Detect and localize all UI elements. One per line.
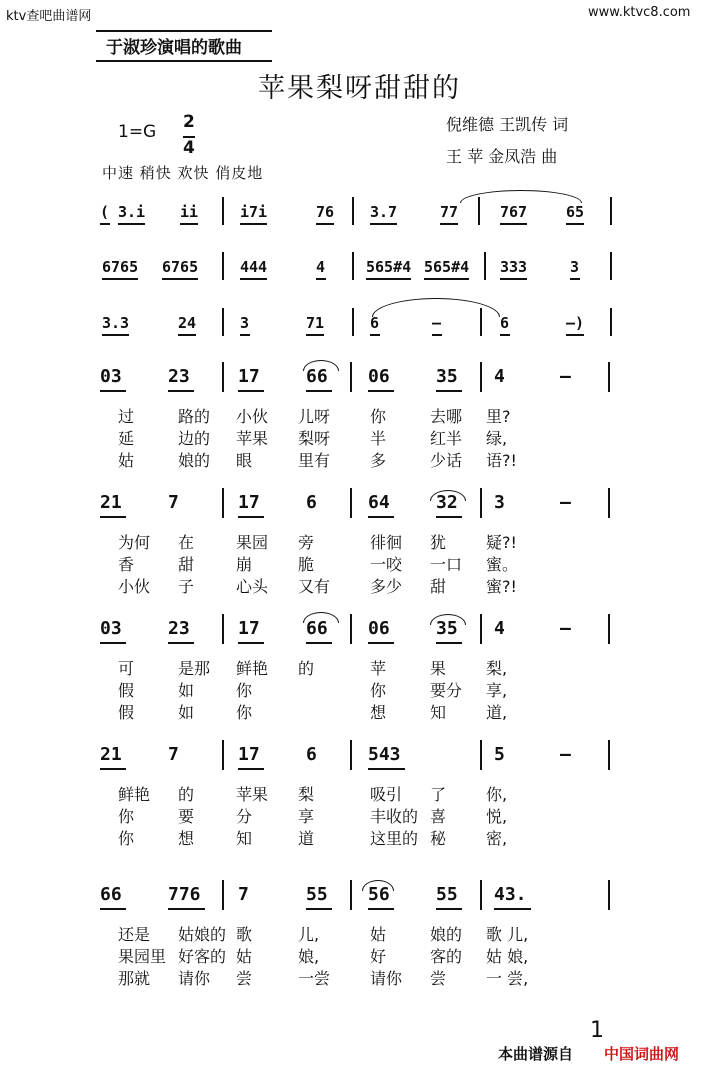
lyric-syllable: 语?! (486, 451, 517, 470)
intro-note-group: 767 (500, 203, 528, 221)
melody-note-group: 17 (238, 618, 260, 639)
bar-line (608, 614, 610, 644)
underline-beam (100, 390, 126, 392)
intro-note-group: 333 (500, 258, 528, 276)
lyric-syllable: 喜 (430, 807, 447, 826)
intro-note-group: 6765 (162, 258, 199, 276)
lyric-syllable: 歌 (236, 925, 253, 944)
intro-note-group: ii (180, 203, 199, 221)
melody-note-group: 06 (368, 366, 390, 387)
bar-line (222, 488, 224, 518)
underline-beam (240, 223, 267, 225)
tempo-marking: 中速 稍快 欢快 俏皮地 (102, 164, 264, 182)
slur (460, 190, 582, 203)
lyric-syllable: 小伙 (118, 577, 151, 596)
melody-note-group: 7 (168, 492, 179, 513)
melody-note-group: 55 (306, 884, 328, 905)
underline-beam (316, 278, 326, 280)
watermark-right: www.ktvc8.com (588, 5, 691, 20)
intro-note-group: 6 (370, 314, 380, 332)
lyric-syllable: 假 (118, 681, 135, 700)
intro-note-group: 565#4 (424, 258, 470, 276)
footer-source: 本曲谱源自 (498, 1045, 574, 1063)
melody-note-group: 06 (368, 618, 390, 639)
bar-line (484, 252, 486, 280)
lyric-syllable: 吸引 (370, 785, 403, 804)
melody-note-group: 17 (238, 744, 260, 765)
underline-beam (178, 334, 196, 336)
melody-note-group: 7 (168, 744, 179, 765)
melody-note-group: — (560, 366, 571, 387)
lyric-syllable: 了 (430, 785, 447, 804)
lyric-syllable: 梨, (486, 659, 508, 678)
melody-note-group: 23 (168, 618, 190, 639)
bar-line (350, 614, 352, 644)
underline-beam (316, 223, 334, 225)
lyric-syllable: 甜 (430, 577, 447, 596)
intro-note-group: 24 (178, 314, 197, 332)
intro-note-group: ( (100, 203, 110, 221)
lyric-syllable: 姑 (236, 947, 253, 966)
lyric-syllable: 旁 (298, 533, 315, 552)
melody-note-group: — (560, 618, 571, 639)
bar-line (222, 362, 224, 392)
lyric-syllable: 歌 儿, (486, 925, 529, 944)
lyric-syllable: 悦, (486, 807, 508, 826)
bar-line (350, 880, 352, 910)
melody-note-group: 543 (368, 744, 401, 765)
intro-note-group: —) (566, 314, 585, 332)
lyric-syllable: 请你 (178, 969, 211, 988)
bar-line (608, 362, 610, 392)
bar-line (480, 614, 482, 644)
lyric-syllable: 路的 (178, 407, 211, 426)
melody-note-group: 03 (100, 366, 122, 387)
lyric-syllable: 道, (486, 703, 508, 722)
lyric-syllable: 甜 (178, 555, 195, 574)
underline-beam (368, 768, 405, 770)
melody-note-group: 21 (100, 744, 122, 765)
underline-beam (102, 334, 129, 336)
lyric-syllable: 姑 (370, 925, 387, 944)
lyric-syllable: 假 (118, 703, 135, 722)
intro-note-group: 77 (440, 203, 459, 221)
bar-line (480, 880, 482, 910)
underline-beam (240, 278, 267, 280)
lyric-syllable: 鲜艳 (236, 659, 269, 678)
lyric-syllable: 一咬 (370, 555, 403, 574)
underline-beam (180, 223, 198, 225)
lyric-syllable: 儿, (298, 925, 320, 944)
lyric-syllable: 知 (430, 703, 447, 722)
bar-line (222, 740, 224, 770)
lyric-syllable: 可 (118, 659, 135, 678)
intro-note-group: 444 (240, 258, 268, 276)
underline-beam (494, 908, 531, 910)
footer-site-link[interactable]: 中国词曲网 (604, 1045, 680, 1063)
lyric-syllable: 享, (486, 681, 508, 700)
lyric-syllable: 里有 (298, 451, 331, 470)
intro-note-group: 3.3 (102, 314, 130, 332)
melody-note-group: 3 (494, 492, 505, 513)
underline-beam (570, 278, 580, 280)
lyric-syllable: 享 (298, 807, 315, 826)
lyric-syllable: 丰收的 (370, 807, 419, 826)
lyric-syllable: 崩 (236, 555, 253, 574)
lyric-syllable: 梨呀 (298, 429, 331, 448)
underline-beam (366, 278, 411, 280)
lyric-syllable: 一尝 (298, 969, 331, 988)
bar-line (222, 197, 224, 225)
melody-note-group: 6 (306, 492, 317, 513)
song-title: 苹果梨呀甜甜的 (258, 73, 461, 104)
lyric-syllable: 又有 (298, 577, 331, 596)
melody-note-group: 66 (306, 366, 328, 387)
intro-note-group: 65 (566, 203, 585, 221)
lyric-syllable: 娘, (298, 947, 320, 966)
lyric-syllable: 你 (118, 829, 135, 848)
lyric-syllable: 是那 (178, 659, 211, 678)
lyric-syllable: 想 (178, 829, 195, 848)
melody-note-group: 66 (100, 884, 122, 905)
underline-beam (168, 642, 194, 644)
lyric-syllable: 姑娘的 (178, 925, 227, 944)
underline-beam (100, 768, 126, 770)
underline-beam (368, 908, 394, 910)
lyric-syllable: 的 (298, 659, 315, 678)
melody-note-group: 17 (238, 492, 260, 513)
underline-beam (100, 516, 126, 518)
singer-banner: 于淑珍演唱的歌曲 (106, 38, 242, 58)
underline-beam (118, 223, 145, 225)
intro-note-group: 3.7 (370, 203, 398, 221)
underline-beam (162, 278, 198, 280)
key-signature: 1=G (118, 122, 157, 142)
lyric-syllable: 蜜。 (486, 555, 519, 574)
melody-note-group: 56 (368, 884, 390, 905)
lyric-syllable: 好客的 (178, 947, 227, 966)
intro-note-group: 3.i (118, 203, 146, 221)
underline-beam (306, 642, 332, 644)
meter-bottom: 4 (183, 138, 195, 158)
lyric-syllable: 半 (370, 429, 387, 448)
watermark-left: ktv查吧曲谱网 (6, 9, 92, 24)
lyric-syllable: 客的 (430, 947, 463, 966)
melody-note-group: 03 (100, 618, 122, 639)
lyric-syllable: 请你 (370, 969, 403, 988)
underline-beam (100, 223, 110, 225)
underline-beam (168, 390, 194, 392)
lyric-syllable: 为何 (118, 533, 151, 552)
bar-line (222, 880, 224, 910)
meter-top: 2 (183, 112, 195, 132)
melody-note-group: 35 (436, 366, 458, 387)
intro-note-group: i7i (240, 203, 268, 221)
bar-line (480, 488, 482, 518)
lyric-syllable: 尝 (430, 969, 447, 988)
lyric-syllable: 眼 (236, 451, 253, 470)
intro-note-group: 565#4 (366, 258, 412, 276)
underline-beam (168, 908, 205, 910)
underline-beam (100, 908, 126, 910)
intro-note-group: 76 (316, 203, 335, 221)
melody-note-group: 7 (238, 884, 249, 905)
lyric-syllable: 好 (370, 947, 387, 966)
bar-line (610, 308, 612, 336)
bar-line (608, 880, 610, 910)
lyric-syllable: 疑?! (486, 533, 517, 552)
underline-beam (238, 642, 264, 644)
underline-beam (306, 334, 324, 336)
lyric-syllable: 梨 (298, 785, 315, 804)
lyric-syllable: 多少 (370, 577, 403, 596)
underline-beam (368, 390, 394, 392)
lyric-syllable: 娘的 (178, 451, 211, 470)
bar-line (350, 740, 352, 770)
underline-beam (306, 908, 332, 910)
lyric-syllable: 那就 (118, 969, 151, 988)
lyric-syllable: 绿, (486, 429, 508, 448)
lyric-syllable: 如 (178, 703, 195, 722)
slur (362, 880, 394, 891)
bar-line (352, 308, 354, 336)
lyric-syllable: 如 (178, 681, 195, 700)
slur (430, 614, 466, 625)
melody-note-group: 776 (168, 884, 201, 905)
lyric-syllable: 你 (370, 407, 387, 426)
lyric-syllable: 想 (370, 703, 387, 722)
bar-line (350, 488, 352, 518)
lyric-syllable: 在 (178, 533, 195, 552)
melody-note-group: 21 (100, 492, 122, 513)
underline-beam (368, 642, 394, 644)
lyric-syllable: 里? (486, 407, 511, 426)
melody-note-group: — (560, 744, 571, 765)
slur (372, 298, 500, 317)
melody-note-group: 55 (436, 884, 458, 905)
melody-note-group: 32 (436, 492, 458, 513)
bar-line (610, 252, 612, 280)
lyric-syllable: 要 (178, 807, 195, 826)
lyric-syllable: 果 (430, 659, 447, 678)
lyric-syllable: 姑 (118, 451, 135, 470)
melody-note-group: 4 (494, 366, 505, 387)
melody-note-group: — (560, 492, 571, 513)
underline-beam (440, 223, 458, 225)
underline-beam (306, 390, 332, 392)
lyric-syllable: 知 (236, 829, 253, 848)
bar-line (352, 197, 354, 225)
underline-beam (500, 223, 527, 225)
underline-beam (238, 390, 264, 392)
underline-beam (500, 334, 510, 336)
lyric-syllable: 心头 (236, 577, 269, 596)
bar-line (610, 197, 612, 225)
melody-note-group: 23 (168, 366, 190, 387)
slur (303, 612, 339, 623)
lyric-syllable: 蜜?! (486, 577, 517, 596)
lyric-syllable: 姑 娘, (486, 947, 529, 966)
lyric-syllable: 秘 (430, 829, 447, 848)
bar-line (608, 740, 610, 770)
lyric-syllable: 去哪 (430, 407, 463, 426)
underline-beam (566, 223, 584, 225)
lyric-syllable: 果园 (236, 533, 269, 552)
underline-beam (102, 278, 138, 280)
intro-note-group: 71 (306, 314, 325, 332)
underline-beam (240, 334, 250, 336)
lyric-syllable: 犹 (430, 533, 447, 552)
lyric-syllable: 一口 (430, 555, 463, 574)
lyric-syllable: 你 (370, 681, 387, 700)
melody-note-group: 6 (306, 744, 317, 765)
bar-line (222, 252, 224, 280)
underline-beam (238, 516, 264, 518)
slur (303, 360, 339, 371)
melody-note-group: 35 (436, 618, 458, 639)
lyric-syllable: 苹果 (236, 785, 269, 804)
intro-note-group: 3 (570, 258, 580, 276)
melody-note-group: 4 (494, 618, 505, 639)
lyric-syllable: 鲜艳 (118, 785, 151, 804)
slur (430, 490, 466, 501)
lyric-syllable: 分 (236, 807, 253, 826)
underline-beam (436, 642, 462, 644)
lyric-syllable: 小伙 (236, 407, 269, 426)
lyric-syllable: 道 (298, 829, 315, 848)
composer-credit: 王 苹 金凤浩 曲 (446, 147, 558, 166)
lyric-syllable: 子 (178, 577, 195, 596)
lyric-syllable: 红半 (430, 429, 463, 448)
lyric-syllable: 你 (236, 703, 253, 722)
melody-note-group: 64 (368, 492, 390, 513)
lyric-syllable: 娘的 (430, 925, 463, 944)
bar-line (608, 488, 610, 518)
underline-beam (500, 278, 527, 280)
underline-beam (432, 334, 442, 336)
lyric-syllable: 苹果 (236, 429, 269, 448)
melody-note-group: 43. (494, 884, 527, 905)
bar-line (222, 614, 224, 644)
lyric-syllable: 徘徊 (370, 533, 403, 552)
lyric-syllable: 的 (178, 785, 195, 804)
lyric-syllable: 一 尝, (486, 969, 529, 988)
lyric-syllable: 香 (118, 555, 135, 574)
underline-beam (100, 642, 126, 644)
underline-beam (370, 223, 397, 225)
lyric-syllable: 苹 (370, 659, 387, 678)
underline-beam (566, 334, 584, 336)
lyric-syllable: 边的 (178, 429, 211, 448)
lyric-syllable: 要分 (430, 681, 463, 700)
underline-beam (238, 768, 264, 770)
underline-beam (424, 278, 469, 280)
lyric-syllable: 你, (486, 785, 508, 804)
bar-line (480, 740, 482, 770)
bar-line (480, 362, 482, 392)
intro-note-group: — (432, 314, 442, 332)
intro-note-group: 3 (240, 314, 250, 332)
lyric-syllable: 尝 (236, 969, 253, 988)
lyric-syllable: 密, (486, 829, 508, 848)
intro-note-group: 6765 (102, 258, 139, 276)
intro-note-group: 6 (500, 314, 510, 332)
lyric-syllable: 还是 (118, 925, 151, 944)
lyric-syllable: 儿呀 (298, 407, 331, 426)
lyric-syllable: 脆 (298, 555, 315, 574)
lyric-syllable: 过 (118, 407, 135, 426)
melody-note-group: 5 (494, 744, 505, 765)
lyric-syllable: 延 (118, 429, 135, 448)
intro-note-group: 4 (316, 258, 326, 276)
lyric-syllable: 你 (118, 807, 135, 826)
lyric-syllable: 少话 (430, 451, 463, 470)
underline-beam (370, 334, 380, 336)
underline-beam (368, 516, 394, 518)
lyric-syllable: 这里的 (370, 829, 419, 848)
lyric-syllable: 多 (370, 451, 387, 470)
underline-beam (436, 516, 462, 518)
melody-note-group: 17 (238, 366, 260, 387)
bar-line (222, 308, 224, 336)
melody-note-group: 66 (306, 618, 328, 639)
underline-beam (436, 908, 462, 910)
lyric-syllable: 你 (236, 681, 253, 700)
bar-line (352, 252, 354, 280)
underline-beam (436, 390, 462, 392)
lyricist-credit: 倪维德 王凯传 词 (446, 115, 569, 134)
bar-line (350, 362, 352, 392)
lyric-syllable: 果园里 (118, 947, 167, 966)
page-number: 1 (590, 1018, 604, 1043)
